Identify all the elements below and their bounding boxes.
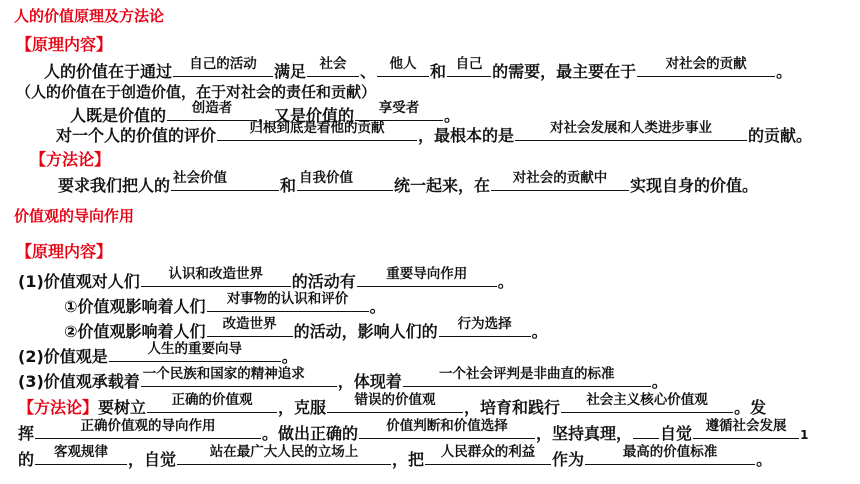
answer: 社会价值 <box>173 170 228 186</box>
fill-blank <box>177 446 391 465</box>
section2-line5 <box>18 368 668 392</box>
fill-blank <box>217 122 417 141</box>
text: 。 <box>369 297 386 316</box>
fill-blank <box>297 172 393 191</box>
text: 。 <box>444 106 461 125</box>
text: 。 <box>756 450 773 469</box>
answer: 自己的活动 <box>189 56 257 72</box>
answer: 遵循社会发展 <box>705 418 787 434</box>
answer: 错误的价值观 <box>354 392 436 408</box>
section1-method-tag <box>30 150 110 170</box>
answer: 自己 <box>455 56 483 72</box>
text: ②价值观影响着人们 <box>64 322 206 341</box>
text: 人的价值在于通过 <box>44 62 173 81</box>
principle-tag-label: 【原理内容】 <box>16 242 113 261</box>
fill-blank <box>693 420 799 439</box>
section1-line1 <box>44 58 792 82</box>
text: 人既是价值的 <box>70 106 167 125</box>
answer: 重要导向作用 <box>386 266 468 282</box>
answer: 对社会的贡献中 <box>512 170 608 186</box>
answer: 社会 <box>319 56 347 72</box>
text: 统一起来，在 <box>394 176 491 195</box>
section1-line4 <box>56 122 812 146</box>
answer: 创造者 <box>191 100 233 116</box>
answer: 归根到底是看他的贡献 <box>249 120 385 136</box>
text: 。 <box>531 322 548 341</box>
text: ①价值观影响着人们 <box>64 297 206 316</box>
text: ，把 <box>392 450 425 469</box>
section1-principle-tag <box>16 35 112 55</box>
text: 。 <box>281 347 298 366</box>
section1-line2: （人的价值在于创造价值，在于对社会的责任和贡献） <box>16 83 377 101</box>
fill-blank <box>307 58 359 77</box>
fill-blank <box>327 394 463 413</box>
answer: 社会主义核心价值观 <box>586 392 708 408</box>
text: 的贡献。 <box>748 126 813 145</box>
text: 满足 <box>274 62 307 81</box>
fill-blank <box>491 172 629 191</box>
text: 的需要，最主要在于 <box>492 62 637 81</box>
text: ，坚持真理， <box>536 424 633 443</box>
section2-line6 <box>18 394 766 418</box>
answer: 正确价值观的导向作用 <box>80 418 216 434</box>
fill-blank <box>109 343 281 362</box>
answer: 站在最广大人民的立场上 <box>209 444 359 460</box>
answer: 改造世界 <box>222 316 277 332</box>
text: 作为 <box>552 450 585 469</box>
text: 要树立 <box>98 398 147 417</box>
fill-blank <box>515 122 747 141</box>
section2-title: 价值观的导向作用 <box>14 207 135 225</box>
fill-blank <box>207 293 369 312</box>
text: (3)价值观承载着 <box>18 372 140 391</box>
fill-blank <box>439 318 531 337</box>
text: 的活动，影响人们的 <box>293 322 438 341</box>
text: ，自觉 <box>128 450 177 469</box>
fill-blank <box>147 394 277 413</box>
answer: 人民群众的利益 <box>440 444 536 460</box>
answer: 享受者 <box>378 100 420 116</box>
fill-blank <box>403 368 651 387</box>
section2-principle-tag <box>16 242 112 262</box>
text: 。做出正确的 <box>262 424 359 443</box>
text: 自觉 <box>660 424 693 443</box>
method-tag-label: 【方法论】 <box>30 150 111 169</box>
fill-blank <box>357 268 497 287</box>
text: 。发 <box>734 398 767 417</box>
text: ，最根本的是 <box>418 126 515 145</box>
section2-line8 <box>18 446 772 470</box>
answer: 他人 <box>389 56 417 72</box>
answer: 正确的价值观 <box>171 392 253 408</box>
text: ，体现着 <box>337 372 402 391</box>
section1-line5 <box>58 172 758 196</box>
answer: 最高的价值标准 <box>622 444 718 460</box>
text: ，克服 <box>278 398 327 417</box>
text: 的 <box>18 450 35 469</box>
text: 、 <box>360 62 377 81</box>
answer: 对社会的贡献 <box>665 56 747 72</box>
section1-title: 人的价值原理及方法论 <box>14 7 165 25</box>
answer: 价值判断和价值选择 <box>386 418 508 434</box>
text: 对一个人的价值的评价 <box>56 126 217 145</box>
fill-blank <box>447 58 491 77</box>
fill-blank <box>377 58 429 77</box>
answer: 自我价值 <box>299 170 354 186</box>
text: 。 <box>497 272 514 291</box>
text: 和 <box>430 62 447 81</box>
text: 。 <box>776 62 793 81</box>
fill-blank <box>173 58 273 77</box>
text: (2)价值观是 <box>18 347 108 366</box>
fill-blank <box>425 446 551 465</box>
answer: 认识和改造世界 <box>168 266 264 282</box>
fill-blank <box>171 172 279 191</box>
answer: 人生的重要向导 <box>147 341 243 357</box>
answer: 一个社会评判是非曲直的标准 <box>439 366 615 382</box>
fill-blank <box>141 268 291 287</box>
text: 。 <box>651 372 668 391</box>
answer: 一个民族和国家的精神追求 <box>142 366 305 382</box>
text: ，培育和践行 <box>464 398 561 417</box>
text: 要求我们把人的 <box>58 176 171 195</box>
fill-blank <box>633 420 659 439</box>
answer: 对社会发展和人类进步事业 <box>550 120 713 136</box>
fill-blank <box>585 446 755 465</box>
text: (1)价值观对人们 <box>18 272 140 291</box>
text: 挥 <box>18 424 35 443</box>
text: ，又是价值的 <box>258 106 355 125</box>
principle-tag-label: 【原理内容】 <box>16 35 113 54</box>
fill-blank <box>141 368 337 387</box>
text: 的活动有 <box>291 272 356 291</box>
method-tag-label: 【方法论】 <box>18 398 99 417</box>
fill-blank <box>637 58 775 77</box>
answer: 行为选择 <box>457 316 512 332</box>
fill-blank <box>35 446 127 465</box>
fill-blank <box>35 420 261 439</box>
fill-blank <box>207 318 293 337</box>
fill-blank <box>561 394 733 413</box>
fill-blank <box>359 420 535 439</box>
answer: 客观规律 <box>54 444 109 460</box>
text: 1 <box>800 428 809 442</box>
text: 和 <box>280 176 297 195</box>
text: 实现自身的价值。 <box>630 176 759 195</box>
answer: 对事物的认识和评价 <box>226 291 349 307</box>
